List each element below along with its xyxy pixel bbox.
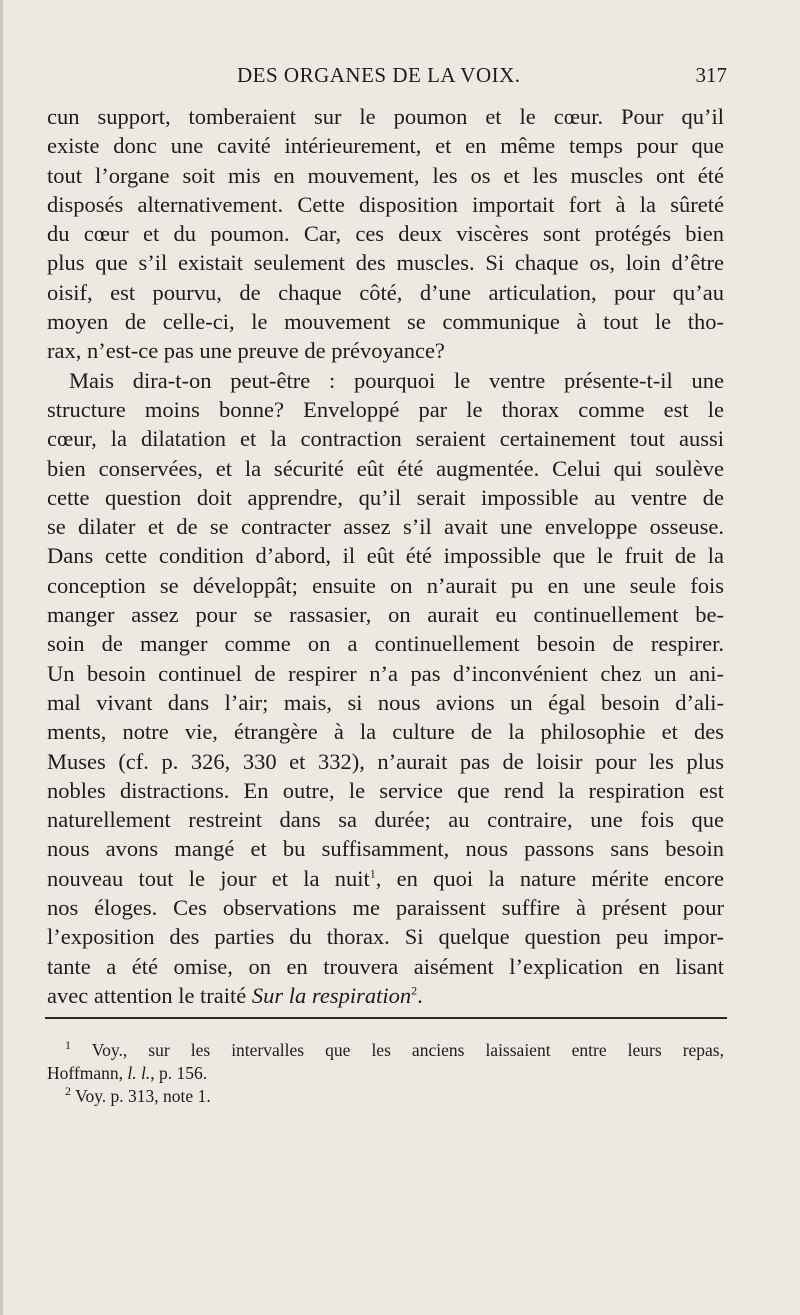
text-line: structure moins bonne? Enveloppé par le thorax comme est le: [47, 396, 724, 422]
text-fragment: .: [417, 982, 423, 1008]
text-line: moyen de celle-ci, le mouvement se communique à tout le tho-: [47, 309, 724, 335]
text-line: se dilater et de se contracter assez s’il avait une enveloppe osseuse.: [47, 514, 724, 540]
footnote-reference-2[interactable]: 2: [411, 983, 418, 998]
body-text: [47, 102, 724, 1010]
text-line: manger assez pour se rassasier, on aurait eu continuellement be-: [47, 602, 724, 628]
footnote-text: Voy. p. 313, note 1.: [75, 1086, 211, 1106]
text-line: tante a été omise, on en trouvera aisément l’explication en lisant: [47, 953, 724, 979]
text-line: nos éloges. Ces observations me paraissent suffire à présent pour: [47, 895, 724, 921]
text-line: disposés alternativement. Cette disposition importait fort à la sûreté: [47, 191, 724, 217]
footnote-1: [47, 1039, 724, 1062]
footnote-2: [47, 1085, 724, 1108]
footnote-text: , p. 156.: [150, 1063, 208, 1083]
text-line: naturellement restreint dans sa durée; au contraire, une fois que: [47, 807, 724, 833]
footnote-text: Voy., sur les intervalles que les anciens laissaient entre leurs repas,: [91, 1040, 724, 1060]
running-title: DES ORGANES DE LA VOIX.: [237, 63, 521, 87]
text-line: Un besoin continuel de respirer n’a pas d’inconvénient chez un ani-: [47, 660, 724, 686]
footnote-separator: [45, 1017, 727, 1019]
text-line: Muses (cf. p. 326, 330 et 332), n’aurait pas de loisir pour les plus: [47, 748, 724, 774]
text-fragment: avec attention le traité: [47, 982, 247, 1008]
text-line: bien conservées, et la sécurité eût été augmentée. Celui qui soulève: [47, 455, 724, 481]
text-line: conception se développât; ensuite on n’aurait pu en une seule fois: [47, 572, 724, 598]
text-line: existe donc une cavité intérieurement, et en même temps pour que: [47, 133, 724, 159]
footnote-marker: 1: [65, 1039, 71, 1053]
text-line: du cœur et du poumon. Car, ces deux viscères sont protégés bien: [47, 221, 724, 247]
text-fragment: nouveau tout le jour et la nuit: [47, 865, 370, 891]
text-line: nous avons mangé et bu suffisamment, nous passons sans besoin: [47, 836, 724, 862]
text-line: [47, 981, 724, 1010]
text-line: Dans cette condition d’abord, il eût été impossible que le fruit de la: [47, 543, 724, 569]
text-line: [47, 864, 724, 893]
paragraph-start-line: Mais dira-t-on peut-être : pourquoi le ventre présente-t-il une: [69, 367, 724, 393]
text-line: mal vivant dans l’air; mais, si nous avions un égal besoin d’ali-: [47, 689, 724, 715]
footnotes: [47, 1039, 724, 1108]
text-line: tout l’organe soit mis en mouvement, les os et les muscles ont été: [47, 162, 724, 188]
text-line: soin de manger comme on a continuellement besoin de respirer.: [47, 631, 724, 657]
text-fragment: , en quoi la nature mérite encore: [375, 865, 724, 891]
text-line: cœur, la dilatation et la contraction seraient certainement tout aussi: [47, 426, 724, 452]
text-line: cun support, tomberaient sur le poumon et le cœur. Pour qu’il: [47, 104, 724, 129]
text-line: oisif, est pourvu, de chaque côté, d’une articulation, pour qu’au: [47, 279, 724, 305]
text-line: rax, n’est-ce pas une preuve de prévoyance?: [47, 338, 445, 364]
footnote-reference-1[interactable]: 1: [369, 866, 376, 881]
footnote-text: Hoffmann,: [47, 1063, 123, 1083]
text-line: plus que s’il existait seulement des muscles. Si chaque os, loin d’être: [47, 250, 724, 276]
text-line: ments, notre vie, étrangère à la culture de la philosophie et des: [47, 719, 724, 745]
text-line: cette question doit apprendre, qu’il serait impossible au ventre de: [47, 484, 724, 510]
page-number: 317: [695, 63, 727, 87]
page-header: [47, 63, 727, 93]
footnote-italic: l. l.: [127, 1063, 151, 1083]
text-line: l’exposition des parties du thorax. Si quelque question peu impor-: [47, 924, 724, 950]
page-edge-shadow: [0, 0, 3, 1315]
footnote-1-continuation: [47, 1062, 724, 1085]
footnote-marker: 2: [65, 1085, 71, 1099]
text-line: nobles distractions. En outre, le service que rend la respiration est: [47, 777, 724, 803]
treatise-title: Sur la respiration: [251, 982, 412, 1008]
